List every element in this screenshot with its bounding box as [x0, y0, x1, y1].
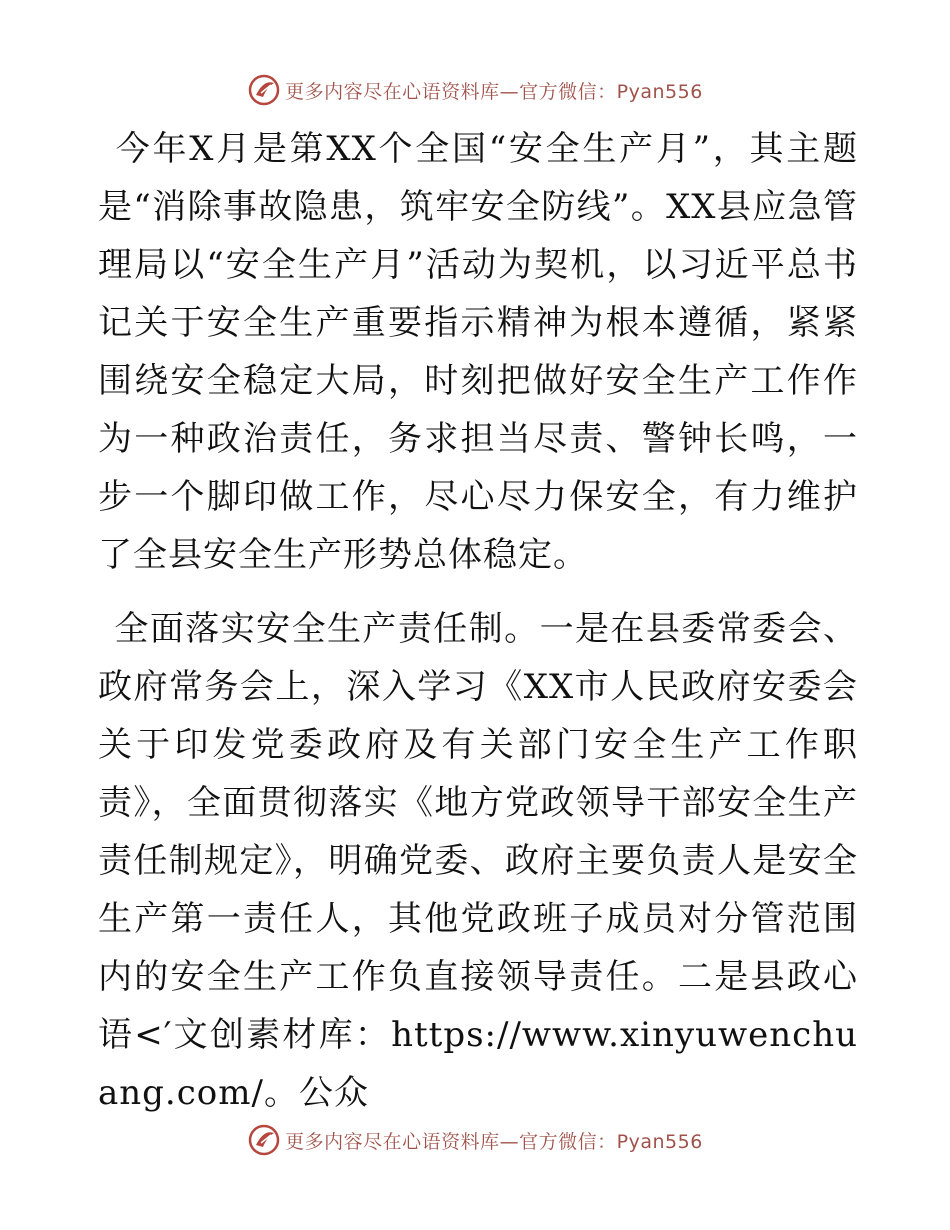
header-watermark-banner: [0, 70, 950, 110]
banner-text: 更多内容尽在心语资料库—官方微信：Pyan556: [285, 80, 703, 103]
footer-watermark-banner: [0, 1120, 950, 1160]
paragraph-2: [98, 600, 858, 1122]
brand-logo-icon: [247, 73, 281, 107]
paragraph-2-text: 全面落实安全生产责任制。一是在县委常委会、政府常务会上，深入学习《XX市人民政府安委会关于印发党委政府及有关部门安全生产工作职责》，全面贯彻落实《地方党政领导干部安全生产责任制规定》，明确党委、政府主要负责人是安全生产第一责任人，其他党政班子成员对分管范围内的安全生产工作负直接领导责任。二是县政心语<′文创素材库：https://www.xinyuwenchuang.com/。公众: [98, 609, 858, 1113]
brand-logo-icon: [247, 1123, 281, 1157]
document-body: [98, 120, 858, 1122]
banner-text: 更多内容尽在心语资料库—官方微信：Pyan556: [285, 1130, 703, 1153]
paragraph-1: [98, 120, 858, 584]
paragraph-1-text: 今年X月是第XX个全国“安全生产月”，其主题是“消除事故隐患，筑牢安全防线”。XX县应急管理局以“安全生产月”活动为契机，以习近平总书记关于安全生产重要指示精神为根本遵循，紧紧围绕安全稳定大局，时刻把做好安全生产工作作为一种政治责任，务求担当尽责、警钟长鸣，一步一个脚印做工作，尽心尽力保安全，有力维护了全县安全生产形势总体稳定。: [98, 129, 858, 575]
